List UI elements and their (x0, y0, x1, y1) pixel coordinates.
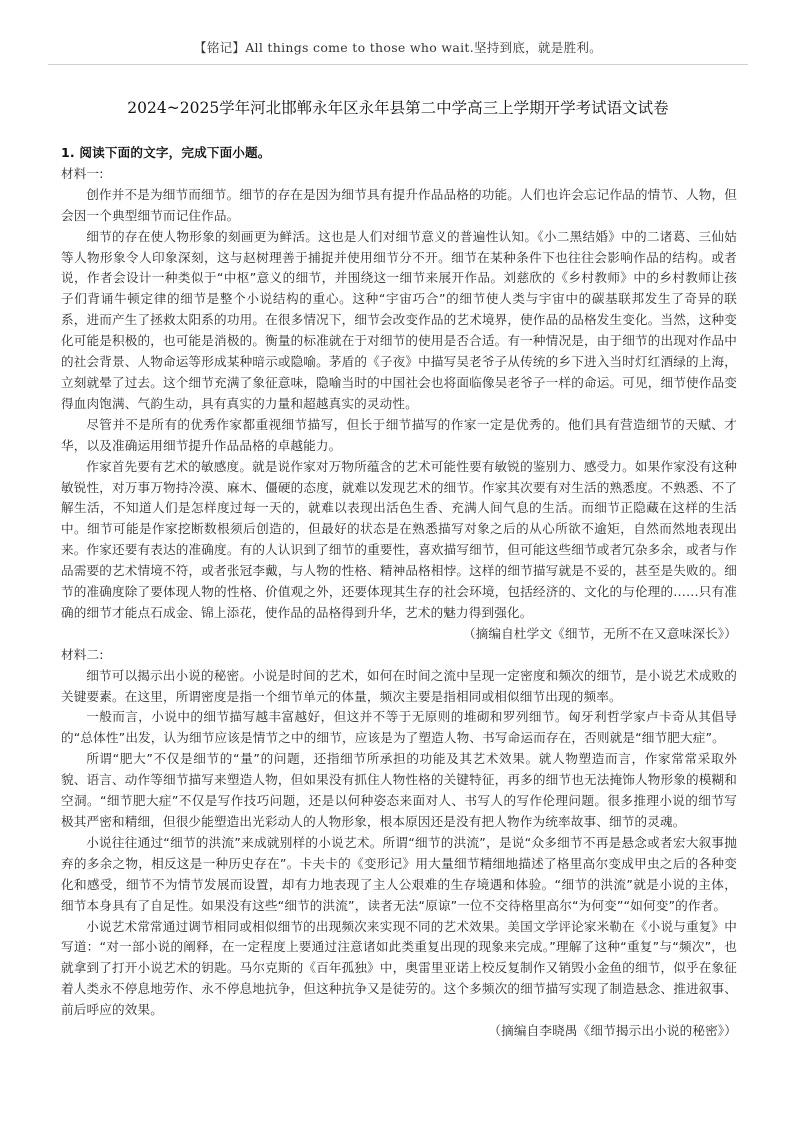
material-2-paragraph: 细节可以揭示出小说的秘密。小说是时间的艺术，如何在时间之流中呈现一定密度和频次的细节，是小说艺术成败的关键要素。在这里，所谓密度是指一个细节单元的体量，频次主要是指相同或相似细节出现的频率。 (61, 667, 737, 704)
material-2-source: （摘编自李晓禺《细节揭示出小说的秘密》） (488, 1023, 737, 1039)
material-1-paragraph: 作家首先要有艺术的敏感度。就是说作家对万物所蕴含的艺术可能性要有敏锐的鉴别力、感受力。如果作家没有这种敏锐性，对万事万物持冷漠、麻木、僵硬的态度，就难以发现艺术的细节。作家其次要有对生活的熟悉度。不熟悉、不了解生活，不知道人们是怎样度过每一天的，就难以表现出活色生香、充满人间气息的生活。而细节正隐藏在这样的生活中。细节可能是作家挖断数根须后创造的，但最好的状态是在熟悉描写对象之后的从心所欲不逾矩，自然而然地表现出来。作家还要有表达的准确度。有的人认识到了细节的重要性，喜欢描写细节，但可能这些细节或者冗杂多余，或者与作品需要的艺术情境不符，或者张冠李戴，与人物的性格、精神品格相悖。这样的细节描写就是不妥的，甚至是失败的。细节的准确度除了要体现人物的性格、价值观之外，还要体现其生存的社会环境，包括经济的、文化的与伦理的……只有准确的细节才能点石成金、锦上添花，使作品的品格得到升华，艺术的魅力得到强化。 (61, 458, 737, 620)
exam-title: 2024~2025学年河北邯郸永年区永年县第二中学高三上学期开学考试语文试卷 (127, 99, 669, 117)
page-header-motto: 【铭记】All things come to those who wait.坚持到底，就是胜利。 (194, 40, 602, 55)
material-1-paragraph: 创作并不是为细节而细节。细节的存在是因为细节具有提升作品品格的功能。人们也许会忘记作品的情节、人物，但会因一个典型细节而记住作品。 (61, 186, 737, 223)
material-2-paragraph: 小说艺术常常通过调节相同或相似细节的出现频次来实现不同的艺术效果。美国文学评论家米勒在《小说与重复》中写道：“对一部小说的阐释，在一定程度上要通过注意诸如此类重复出现的现象来完成。”理解了这种“重复”与“频次”，也就拿到了打开小说艺术的钥匙。马尔克斯的《百年孤独》中，奥雷里亚诺上校反复制作又销毁小金鱼的细节，似乎在象征着人类永不停息地劳作、永不停息地抗争，但这种抗争又是徒劳的。这个多频次的细节描写实现了制造悬念、推进叙事、前后呼应的效果。 (61, 918, 737, 1018)
material-2-paragraph: 一般而言，小说中的细节描写越丰富越好，但这并不等于无原则的堆砌和罗列细节。匈牙利哲学家卢卡奇从其倡导的“总体性”出发，认为细节应该是情节之中的细节，应该是为了塑造人物、书写命运而存在，否则就是“细节肥大症”。 (61, 709, 737, 746)
material-2-label: 材料二: (61, 646, 104, 662)
material-1-source: （摘编自杜学文《细节，无所不在又意味深长》） (462, 625, 737, 641)
header-divider (48, 64, 748, 65)
material-2-paragraph: 小说往往通过“细节的洪流”来成就别样的小说艺术。所谓“细节的洪流”，是说“众多细节不再是悬念或者宏大叙事抛弃的多余之物，相反这是一种历史存在”。卡夫卡的《变形记》用大量细节精细地描述了格里高尔变成甲虫之后的各种变化和感受，细节不为情节发展而设置，却有力地表现了主人公艰难的生存境遇和体验。“细节的洪流”就是小说的主体，细节本身具有了自足性。如果没有这些“细节的洪流”，读者无法“原谅”一位不交待格里高尔“为何变”“如何变”的作者。 (61, 834, 737, 913)
material-1-paragraph: 细节的存在使人物形象的刻画更为鲜活。这也是人们对细节意义的普遍性认知。《小二黑结婚》中的二诸葛、三仙姑等人物形象令人印象深刻，这与赵树理善于捕捉并使用细节分不开。细节在某种条件下也往往会影响作品的结构。或者说，作者会设计一种类似于“中枢”意义的细节，并围绕这一细节来展开作品。刘慈欣的《乡村教师》中的乡村教师让孩子们背诵牛顿定律的细节是整个小说结构的重心。这种“宇宙巧合”的细节使人类与宇宙中的碳基联邦发生了奇异的联系，进而产生了拯救太阳系的功用。在很多情况下，细节会改变作品的艺术境界，使作品的品格发生变化。当然，这种变化可能是积极的，也可能是消极的。衡量的标准就在于对细节的使用是否合适。有一种情况是，由于细节的出现对作品中的社会背景、人物命运等形成某种暗示或隐喻。茅盾的《子夜》中描写吴老爷子从传统的乡下进入当时灯红酒绿的上海，立刻就晕了过去。这个细节充满了象征意味，隐喻当时的中国社会也将面临像吴老爷子一样的命运。可见，细节使作品变得血肉饱满、气韵生动，具有真实的力量和超越真实的灵动性。 (61, 228, 737, 411)
question-heading: 1. 阅读下面的文字，完成下面小题。 (61, 145, 271, 160)
question-body (61, 143, 737, 1042)
material-1-label: 材料一: (61, 165, 104, 181)
material-1-paragraph: 尽管并不是所有的优秀作家都重视细节描写，但长于细节描写的作家一定是优秀的。他们具有营造细节的天赋、才华，以及准确运用细节提升作品品格的卓越能力。 (61, 416, 737, 453)
material-2-paragraph: 所谓“肥大”不仅是细节的“量”的问题，还指细节所承担的功能及其艺术效果。就人物塑造而言，作家常常采取外貌、语言、动作等细节描写来塑造人物，但如果没有抓住人物性格的关键特征，再多的细节也无法掩饰人物形象的模糊和空洞。“细节肥大症”不仅是写作技巧问题，还是以何种姿态来面对人、书写人的写作伦理问题。很多推理小说的细节写极其严密和精细，但很少能塑造出光彩动人的人物形象，根本原因还是没有把人物作为统率故事、细节的灵魂。 (61, 751, 737, 829)
